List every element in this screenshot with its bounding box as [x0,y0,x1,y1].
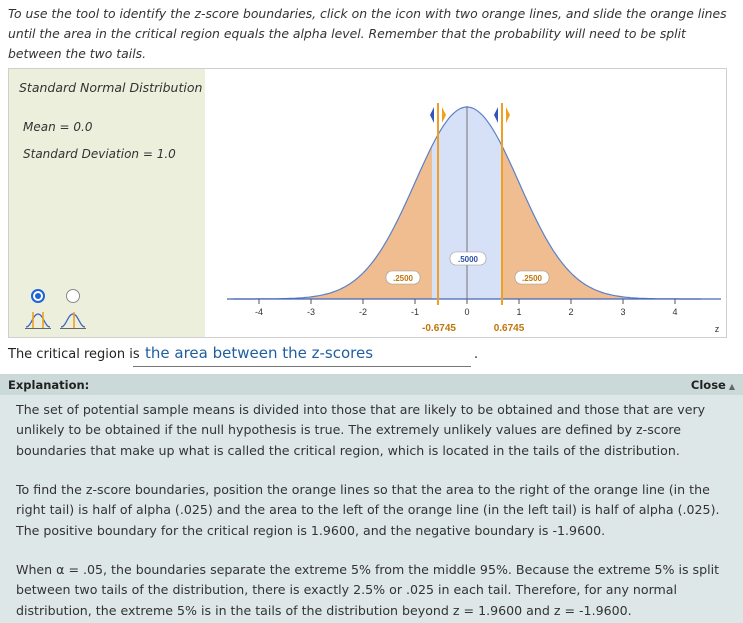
axis-tick-label: 0 [464,307,470,317]
critical-prefix: The critical region is [8,347,140,362]
axis-ticks [255,299,678,317]
one-tail-mode-radio[interactable] [66,289,80,303]
right-tail-area-label [515,271,549,284]
mean-label: Mean = 0.0 [23,120,93,134]
distribution-title: Standard Normal Distribution [19,80,203,95]
right-z-value: 0.6745 [493,323,525,334]
center-area-label [450,252,486,265]
left-z-value: -0.6745 [422,323,456,334]
axis-tick-label: -1 [410,307,420,317]
explanation-paragraph: When α = .05, the boundaries separate the extreme 5% from the middle 95%. Because the extreme 5% is split between two tails of the distribution, there is exactly 2.5% or .025 in each tail. Therefore, for any normal distribution, the extreme 5% is in the tails of the distribution beyond z = 1.9600 and z = -1.9600. [16,562,720,618]
two-tail-mode-radio[interactable] [31,289,45,303]
distribution-graph [205,69,726,337]
instructions-text: To use the tool to identify the z-score boundaries, click on the icon with two orange lines, and slide the orange lines until the area in the critical region equals the alpha level. Remember that the probability will need to be split between the two tails. [8,6,727,61]
critical-answer-dropdown[interactable] [133,343,471,367]
explanation-paragraph: The set of potential sample means is divided into those that are likely to be obtained and those that are very unlikely to be obtained if the null hypothesis is true. The extremely unlikely values are defined by z-score boundaries that make up what is called the critical region, which is located in the tails of the distribution. [16,402,706,458]
caret-up-icon: ▲ [728,382,735,391]
critical-suffix: . [474,347,479,362]
one-line-icon[interactable] [60,310,86,330]
axis-tick-label: 4 [672,307,678,317]
axis-tick-label: -2 [358,307,368,317]
left-tail-area-label [386,271,420,284]
two-lines-icon[interactable] [25,310,51,330]
explanation-header [0,374,743,395]
axis-tick-label: 2 [568,307,574,317]
axis-tick-label: -3 [306,307,316,317]
tool-settings-panel [9,69,205,337]
explanation-panel [0,374,743,623]
svg-text:.2500: .2500 [521,274,543,283]
explanation-paragraph: To find the z-score boundaries, position the orange lines so that the area to the right of the orange line (in the right tail) is half of alpha (.025) and the area to the left of the orange line (in the left tail) is half of alpha (.025). The positive boundary for the critical region is 1.9600, and the negative boundary is -1.9600. [16,482,720,538]
svg-text:.5000: .5000 [457,255,479,264]
sd-label: Standard Deviation = 1.0 [23,147,176,161]
explanation-title: Explanation: [8,378,90,392]
axis-label-z: z [714,324,720,334]
axis-tick-label: 3 [620,307,626,317]
axis-tick-label: -4 [254,307,264,317]
svg-text:.2500: .2500 [392,274,414,283]
critical-answer-text: the area between the z-scores [145,344,374,362]
distribution-tool [8,68,727,338]
close-label: Close [690,378,726,392]
close-explanation-button[interactable] [691,378,735,392]
axis-tick-label: 1 [516,307,522,317]
